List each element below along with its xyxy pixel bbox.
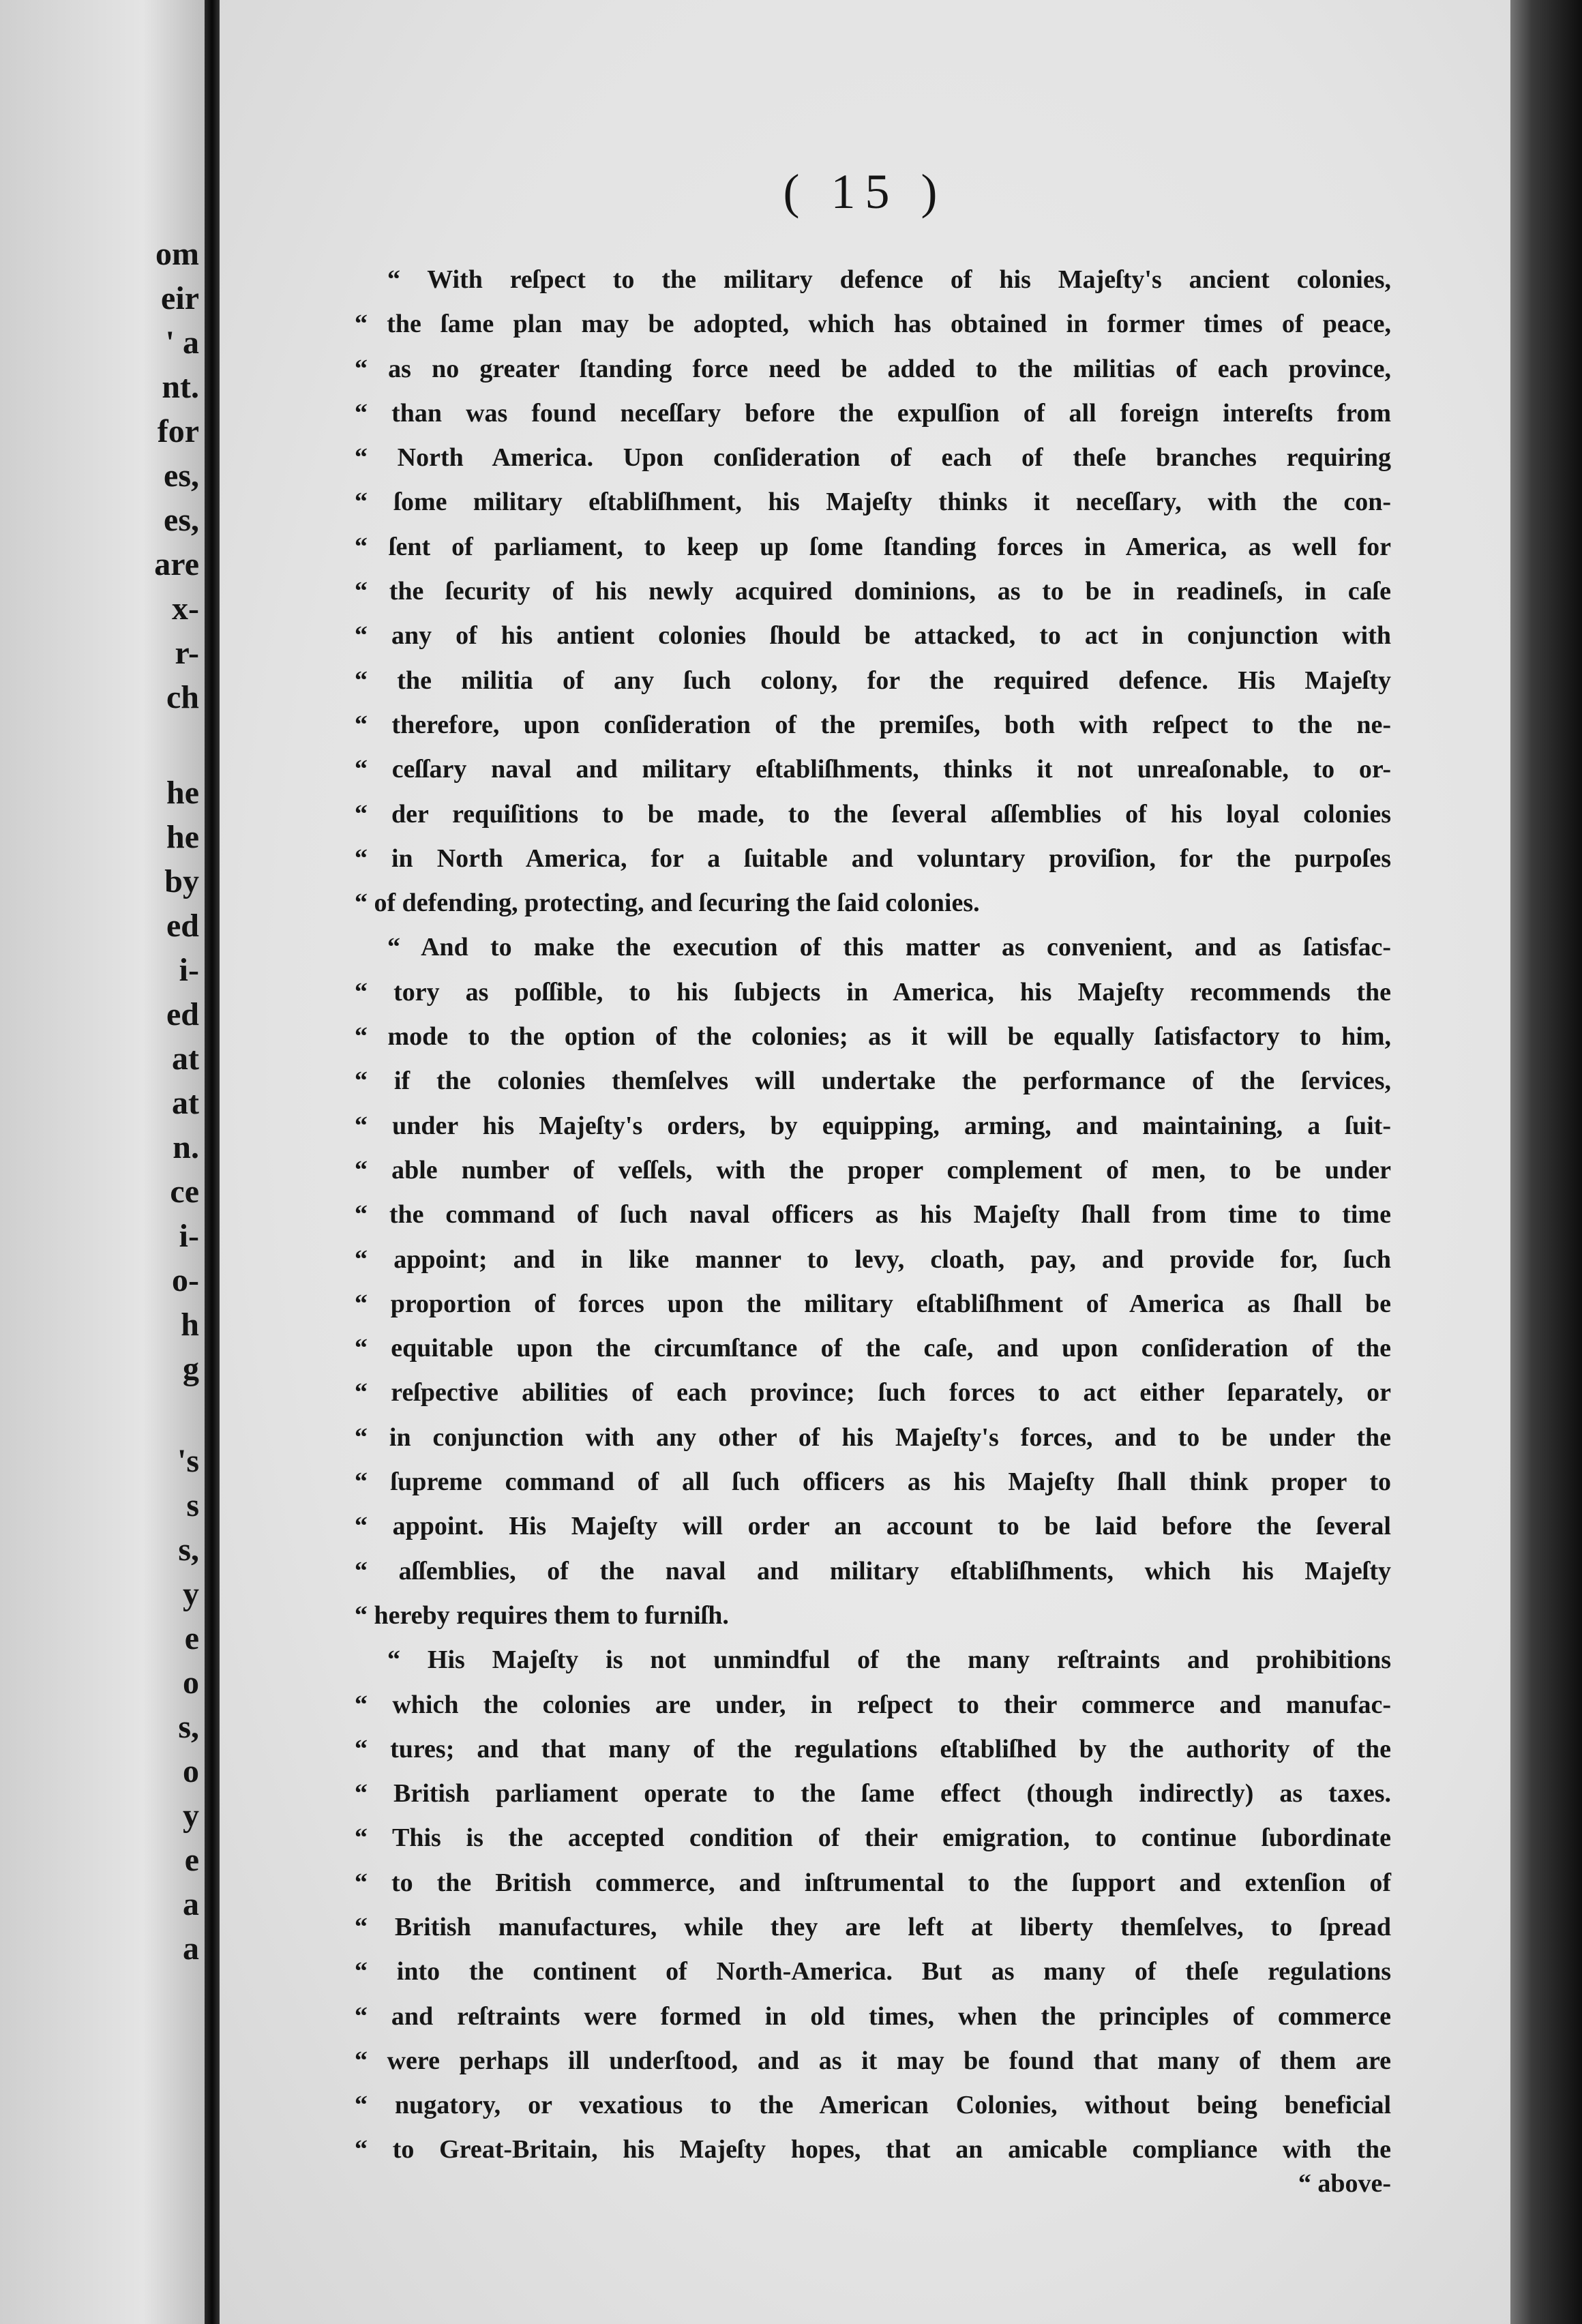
- book-gutter: [205, 0, 220, 2324]
- text-line: “ reſpective abilities of each province; ſuch forces to act either ſeparately, or: [355, 1378, 1391, 1407]
- text-line: “ nugatory, or vexatious to the American Colonies, without being beneficial: [355, 2091, 1391, 2120]
- text-line: “ able number of veſſels, with the proper complement of men, to be under: [355, 1155, 1391, 1185]
- text-line: “ were perhaps ill underſtood, and as it may be found that many of them are: [355, 2046, 1391, 2075]
- facing-page-fragment: ed: [166, 908, 199, 944]
- facing-page-fragment: r-: [175, 635, 199, 671]
- body-text: [355, 258, 1391, 2173]
- text-line: “ This is the accepted condition of their emigration, to continue ſubordinate: [355, 1823, 1391, 1853]
- text-line: “ ſent of parliament, to keep up ſome ſtanding forces in America, as well for: [355, 532, 1391, 561]
- facing-page-fragment: ed: [166, 996, 199, 1032]
- text-line: “ His Majeſty is not unmindful of the many reſtraints and prohibitions: [387, 1645, 1391, 1675]
- facing-page-fragment: a: [183, 1931, 199, 1967]
- text-line: “ the ſecurity of his newly acquired dominions, as to be in readineſs, in caſe: [355, 577, 1391, 606]
- catchword: “ above-: [1298, 2169, 1391, 2198]
- facing-page-fragment: s,: [178, 1709, 199, 1745]
- facing-page-fragment: a: [183, 1886, 199, 1922]
- facing-page-fragment: e: [184, 1842, 199, 1878]
- text-line: “ British parliament operate to the ſame effect (though indirectly) as taxes.: [355, 1779, 1391, 1808]
- facing-page-fragment: i-: [179, 1218, 199, 1254]
- text-line: “ and reſtraints were formed in old times, when the principles of commerce: [355, 2001, 1391, 2031]
- text-line: “ British manufactures, while they are left at liberty themſelves, to ſpread: [355, 1912, 1391, 1941]
- text-line: “ in conjunction with any other of his Majeſty's forces, and to be under the: [355, 1422, 1391, 1452]
- page-edge-shadow: [1510, 0, 1582, 2324]
- document-page: [220, 0, 1510, 2324]
- facing-page-fragment: 's: [177, 1443, 199, 1479]
- text-line: “ And to make the execution of this matter as convenient, and as ſatisfac-: [387, 933, 1391, 962]
- facing-page-fragment: o: [183, 1753, 199, 1789]
- text-line: “ which the colonies are under, in reſpect to their commerce and manufac-: [355, 1690, 1391, 1719]
- text-line: “ North America. Upon conſideration of each of theſe branches requiring: [355, 443, 1391, 473]
- text-line: “ in North America, for a ſuitable and voluntary proviſion, for the purpoſes: [355, 844, 1391, 873]
- facing-page-fragment: n.: [173, 1129, 199, 1165]
- facing-page-fragment: at: [172, 1085, 199, 1121]
- facing-page-fragment: by: [164, 863, 199, 899]
- text-line: “ ceſſary naval and military eſtabliſhments, thinks it not unreaſonable, to or-: [355, 755, 1391, 784]
- facing-page-fragment: at: [172, 1041, 199, 1077]
- text-line: “ mode to the option of the colonies; as it will be equally ſatisfactory to him,: [355, 1022, 1391, 1052]
- text-line: “ into the continent of North-America. But as many of theſe regulations: [355, 1957, 1391, 1986]
- text-line: “ ſome military eſtabliſhment, his Majeſty thinks it neceſſary, with the con-: [355, 488, 1391, 517]
- text-line: “ proportion of forces upon the military eſtabliſhment of America as ſhall be: [355, 1289, 1391, 1318]
- text-line: “ the ſame plan may be adopted, which has obtained in former times of peace,: [355, 310, 1391, 339]
- facing-page-fragment: for: [157, 413, 199, 449]
- text-line: “ to the British commerce, and inſtrumental to the ſupport and extenſion of: [355, 1868, 1391, 1897]
- facing-page-fragment: eir: [161, 280, 199, 316]
- text-line: “ as no greater ſtanding force need be added to the militias of each province,: [355, 354, 1391, 383]
- facing-page-fragment: x-: [172, 591, 199, 627]
- facing-page-fragment: o-: [172, 1262, 199, 1298]
- text-line: “ ſupreme command of all ſuch officers as his Majeſty ſhall think proper to: [355, 1468, 1391, 1497]
- text-line: “ appoint; and in like manner to levy, cloath, pay, and provide for, ſuch: [355, 1245, 1391, 1274]
- text-line: “ the command of ſuch naval officers as his Majeſty ſhall from time to time: [355, 1200, 1391, 1230]
- facing-page-fragment: s: [186, 1487, 199, 1523]
- text-line: “ aſſemblies, of the naval and military eſtabliſhments, which his Majeſty: [355, 1556, 1391, 1585]
- facing-page-fragment: are: [154, 546, 199, 582]
- text-line: “ therefore, upon conſideration of the premiſes, both with reſpect to the ne-: [355, 710, 1391, 739]
- facing-page-fragment: y: [183, 1798, 199, 1834]
- facing-page-edge: [0, 0, 205, 2324]
- facing-page-fragment: ' a: [165, 325, 199, 361]
- facing-page-fragment: ch: [166, 679, 199, 715]
- text-line: “ under his Majeſty's orders, by equipping, arming, and maintaining, a ſuit-: [355, 1111, 1391, 1140]
- facing-page-fragment: es,: [164, 502, 199, 538]
- facing-page-fragment: e: [184, 1620, 199, 1656]
- facing-page-fragment: y: [183, 1576, 199, 1612]
- text-line: “ hereby requires them to furniſh.: [355, 1600, 729, 1630]
- page-number: ( 15 ): [783, 164, 947, 219]
- facing-page-fragment: he: [166, 775, 199, 811]
- text-line: “ equitable upon the circumſtance of the caſe, and upon conſideration of the: [355, 1334, 1391, 1363]
- facing-page-fragment: o: [183, 1665, 199, 1701]
- text-line: “ With reſpect to the military defence of his Majeſty's ancient colonies,: [387, 265, 1391, 294]
- facing-page-fragment: om: [155, 236, 199, 272]
- facing-page-fragment: g: [183, 1351, 199, 1387]
- text-line: “ any of his antient colonies ſhould be attacked, to act in conjunction with: [355, 621, 1391, 651]
- facing-page-fragment: he: [166, 819, 199, 855]
- facing-page-fragment: nt.: [162, 369, 199, 405]
- text-line: “ appoint. His Majeſty will order an account to be laid before the ſeveral: [355, 1512, 1391, 1541]
- text-line: “ if the colonies themſelves will undertake the performance of the ſervices,: [355, 1067, 1391, 1096]
- facing-page-fragment: ce: [170, 1174, 199, 1210]
- text-line: “ tures; and that many of the regulations eſtabliſhed by the authority of the: [355, 1734, 1391, 1763]
- facing-page-fragment: h: [181, 1307, 199, 1343]
- text-line: “ to Great-Britain, his Majeſty hopes, that an amicable compliance with the: [355, 2135, 1391, 2164]
- facing-page-fragment: s,: [178, 1532, 199, 1568]
- text-line: “ tory as poſſible, to his ſubjects in America, his Majeſty recommends the: [355, 977, 1391, 1007]
- facing-page-fragment: es,: [164, 458, 199, 494]
- facing-page-fragment: i-: [179, 952, 199, 988]
- text-line: “ der requiſitions to be made, to the ſeveral aſſemblies of his loyal colonies: [355, 799, 1391, 829]
- text-line: “ of defending, protecting, and ſecuring the ſaid colonies.: [355, 889, 980, 918]
- text-line: “ than was found neceſſary before the expulſion of all foreign intereſts from: [355, 398, 1391, 428]
- text-line: “ the militia of any ſuch colony, for the required defence. His Majeſty: [355, 666, 1391, 695]
